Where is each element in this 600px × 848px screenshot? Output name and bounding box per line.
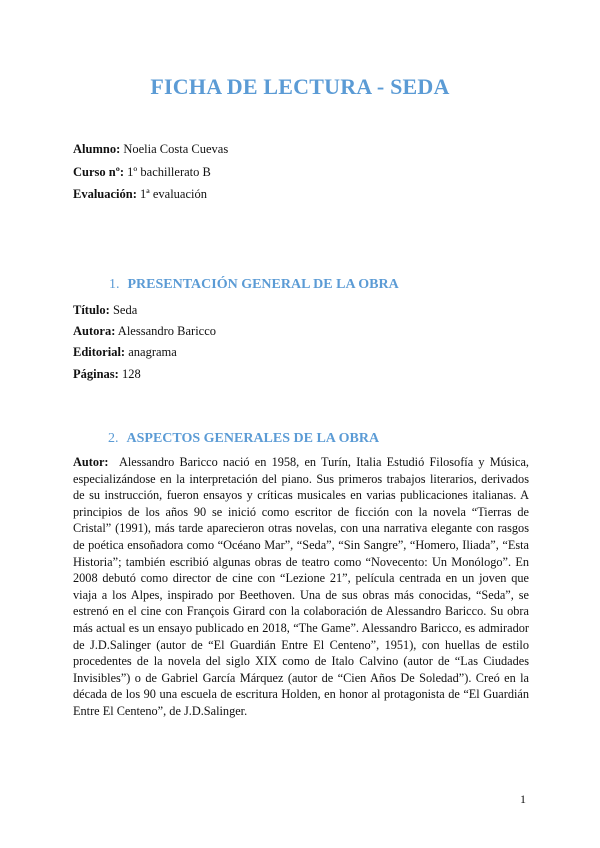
book-publisher-label: Editorial: (73, 345, 126, 360)
book-pages-row (73, 365, 216, 386)
course-label: Curso nº: (73, 164, 125, 179)
section-2-title: ASPECTOS GENERALES DE LA OBRA (126, 431, 380, 446)
book-title-label: Título: (73, 303, 110, 317)
book-title-value: Seda (112, 303, 138, 317)
section-1-number: 1. (109, 277, 120, 292)
evaluation-value: 1ª evaluación (140, 187, 207, 201)
book-author-value: Alessandro Baricco (117, 324, 217, 339)
section-2-number: 2. (108, 431, 119, 446)
evaluation-row (73, 185, 228, 208)
document-title: FICHA DE LECTURA - SEDA (150, 74, 450, 99)
book-pages-value: 128 (121, 366, 141, 381)
book-pages-label: Páginas: (73, 366, 119, 381)
course-value: 1º bachillerato B (127, 164, 211, 179)
author-paragraph (73, 454, 529, 720)
book-publisher-value: anagrama (128, 345, 177, 360)
course-row (73, 163, 228, 186)
book-info (73, 301, 216, 386)
book-author-row (73, 322, 216, 343)
student-value: Noelia Costa Cuevas (123, 142, 229, 156)
section-2-heading (108, 431, 379, 447)
book-publisher-row (73, 343, 216, 364)
book-title-row (73, 301, 216, 322)
page-number: 1 (520, 792, 526, 806)
student-name-row (73, 140, 228, 163)
author-label: Autor: (73, 455, 109, 469)
student-info (73, 140, 228, 208)
student-label: Alumno: (73, 142, 121, 156)
section-1-title: PRESENTACIÓN GENERAL DE LA OBRA (127, 277, 399, 292)
book-author-label: Autora: (73, 324, 116, 339)
author-text: Alessandro Baricco nació en 1958, en Turín, Italia Estudió Filosofía y Música, especializándose en la interpretación del piano. Sus primeros trabajos literarios, derivados de su instrucción, fueron ensayos y críticas musicales en varias publicaciones italianas. A principios de los años 90 se inició como escritor de ficción con la novela “Tierras de Cristal” (1991), más tarde aparecieron otras novelas, con una narrativa elegante con rasgos de poética ensoñadora como “Océano Mar”, “Seda”, “Sin Sangre”, “Homero, Iliada”, “Esta Historia”; también escribió algunas obras de teatro como “Novecento: Un Monólogo”. En 2008 debutó como director de cine con “Lezione 21”, película centrada en un joven que viaja a los Alpes, inspirado por Beethoven. Una de sus obras más conocidas, “Seda”, se estrenó en el cine con François Girard con la colaboración de Alessandro Baricco. Su obra más actual es un ensayo publicado en 2018, “The Game”. Alessandro Baricco, es admirador de J.D.Salinger (autor de “El Guardián Entre El Centeno”, 1951), con huellas de estilo procedentes de la novela del siglo XIX como de Italo Calvino (autor de “Las Ciudades Invisibles”) o de Gabriel García Márquez (autor de “Cien Años De Soledad”). Creó en la década de los 90 una escuela de escritura Holden, en honor al protagonista de “El Guardián Entre El Centeno”, de J.D.Salinger. (73, 455, 530, 718)
section-1-heading (109, 277, 399, 293)
evaluation-label: Evaluación: (73, 187, 137, 201)
